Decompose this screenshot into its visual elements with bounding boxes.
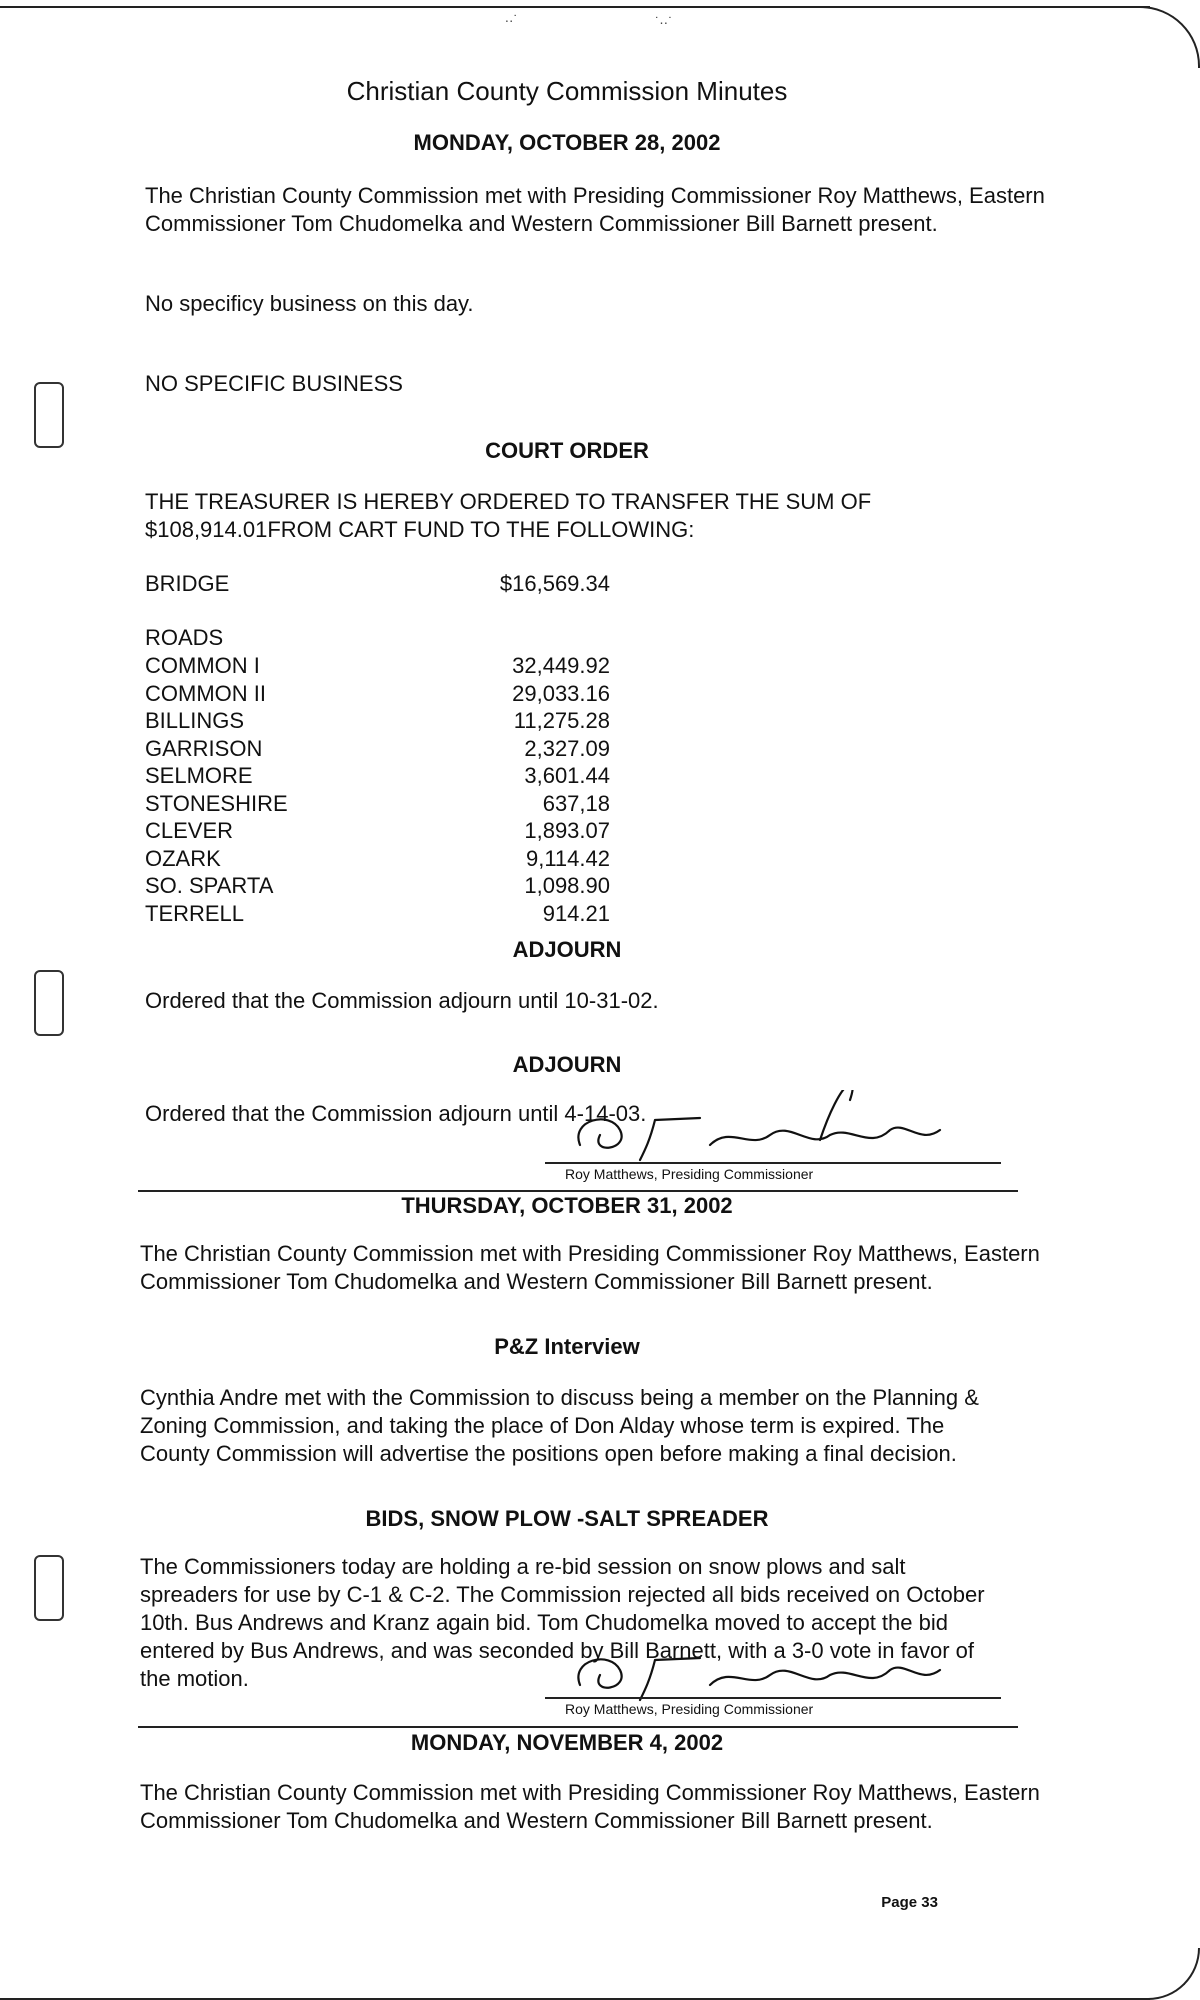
court-order-text: THE TREASURER IS HEREBY ORDERED TO TRANSFER THE SUM OF $108,914.01FROM CART FUND TO THE FOLLOWING: bbox=[145, 489, 872, 542]
table-row bbox=[145, 845, 610, 873]
section-heading-adjourn: ADJOURN bbox=[512, 1052, 622, 1077]
fund-amount: 1,098.90 bbox=[524, 873, 610, 898]
page-edge bbox=[0, 6, 1150, 8]
fund-label: GARRISON bbox=[145, 735, 263, 761]
fund-amount: 914.21 bbox=[542, 900, 610, 926]
fund-label: COMMON I bbox=[145, 653, 260, 678]
fund-amount: 637,18 bbox=[542, 790, 610, 816]
fund-amount: 2,327.09 bbox=[524, 735, 610, 761]
adjourn-text: Ordered that the Commission adjourn until 10-31-02. bbox=[145, 988, 659, 1013]
fund-label: SO. SPARTA bbox=[145, 873, 274, 898]
signature-mark bbox=[560, 1635, 960, 1705]
binder-hole bbox=[34, 970, 64, 1036]
section-heading-adjourn: ADJOURN bbox=[512, 937, 622, 962]
table-row bbox=[145, 680, 610, 708]
signature-caption: Roy Matthews, Presiding Commissioner bbox=[565, 1166, 814, 1182]
page-curl-corner bbox=[1138, 1948, 1200, 2000]
roads-label bbox=[145, 624, 223, 652]
table-row bbox=[145, 872, 610, 900]
business-note: No specificy business on this day. bbox=[145, 291, 474, 316]
section-heading-bids: BIDS, SNOW PLOW -SALT SPREADER bbox=[365, 1506, 769, 1531]
table-row bbox=[145, 762, 610, 790]
document-title: Christian County Commission Minutes bbox=[346, 76, 788, 106]
meeting-date: THURSDAY, OCTOBER 31, 2002 bbox=[401, 1193, 733, 1218]
binder-hole bbox=[34, 1555, 64, 1621]
table-row bbox=[145, 790, 610, 818]
fund-label: OZARK bbox=[145, 845, 221, 871]
section-divider bbox=[138, 1726, 1018, 1728]
signature-line bbox=[545, 1162, 1001, 1164]
fund-amount: 3,601.44 bbox=[524, 763, 610, 788]
table-row bbox=[145, 652, 610, 680]
section-divider bbox=[138, 1190, 1018, 1192]
signature-caption: Roy Matthews, Presiding Commissioner bbox=[565, 1701, 814, 1717]
attendance-paragraph: The Christian County Commission met with Presiding Commissioner Roy Matthews, Eastern Commissioner Tom Chudomelka and Western Commissioner Bill Barnett present. bbox=[140, 1780, 1040, 1833]
fund-amount: 9,114.42 bbox=[525, 845, 610, 871]
table-row bbox=[145, 707, 610, 735]
fund-row-bridge bbox=[145, 570, 610, 598]
fund-label: CLEVER bbox=[145, 818, 234, 843]
table-row bbox=[145, 735, 610, 763]
scan-speck: ˙∙·˙ bbox=[655, 14, 673, 30]
section-heading-pz-interview: P&Z Interview bbox=[494, 1334, 640, 1359]
fund-label: SELMORE bbox=[145, 763, 253, 788]
section-heading-court-order: COURT ORDER bbox=[485, 438, 649, 463]
signature-mark bbox=[560, 1090, 960, 1170]
scan-speck: ∙·˙ bbox=[505, 12, 519, 28]
fund-label: BILLINGS bbox=[145, 708, 245, 733]
table-row bbox=[145, 900, 610, 928]
fund-label: ROADS bbox=[145, 625, 224, 650]
bids-text: The Commissioners today are holding a re-bid session on snow plows and salt spreaders for use by C-1 & C-2. The Commission rejected all bids received on October 10th. Bus Andrews and Kranz again bid. Tom Chudomelka moved to accept the bid entered by Bus Andrews, and was seconded by Bill Barnett, with a 3-0 vote in favor of the motion. bbox=[140, 1554, 985, 1691]
pz-interview-text: Cynthia Andre met with the Commission to discuss being a member on the Planning & Zoning Commission, and taking the place of Don Alday whose term is expired. The County Commission will advertise the positions open before making a final decision. bbox=[140, 1385, 979, 1466]
attendance-paragraph: The Christian County Commission met with Presiding Commissioner Roy Matthews, Eastern Commissioner Tom Chudomelka and Western Commissioner Bill Barnett present. bbox=[140, 1241, 1040, 1294]
fund-label: COMMON II bbox=[145, 680, 266, 706]
fund-label: BRIDGE bbox=[145, 571, 230, 596]
fund-label: TERRELL bbox=[145, 900, 245, 926]
fund-label: STONESHIRE bbox=[145, 790, 288, 816]
page-number: Page 33 bbox=[881, 1894, 938, 1911]
meeting-date: MONDAY, NOVEMBER 4, 2002 bbox=[410, 1730, 724, 1755]
meeting-date: MONDAY, OCTOBER 28, 2002 bbox=[413, 130, 721, 155]
fund-amount: 32,449.92 bbox=[512, 653, 610, 678]
fund-amount: 11,275.28 bbox=[513, 708, 610, 733]
fund-amount: 29,033.16 bbox=[512, 680, 610, 706]
adjourn-text: Ordered that the Commission adjourn until 4-14-03. bbox=[145, 1101, 647, 1126]
fund-amount: $16,569.34 bbox=[499, 571, 610, 596]
signature-line bbox=[545, 1697, 1001, 1699]
page-curl-corner bbox=[1138, 6, 1200, 68]
table-row bbox=[145, 817, 610, 845]
fund-amount: 1,893.07 bbox=[524, 818, 610, 843]
attendance-paragraph: The Christian County Commission met with Presiding Commissioner Roy Matthews, Eastern Commissioner Tom Chudomelka and Western Commissioner Bill Barnett present. bbox=[145, 183, 1045, 236]
no-business-label: NO SPECIFIC BUSINESS bbox=[145, 371, 403, 396]
